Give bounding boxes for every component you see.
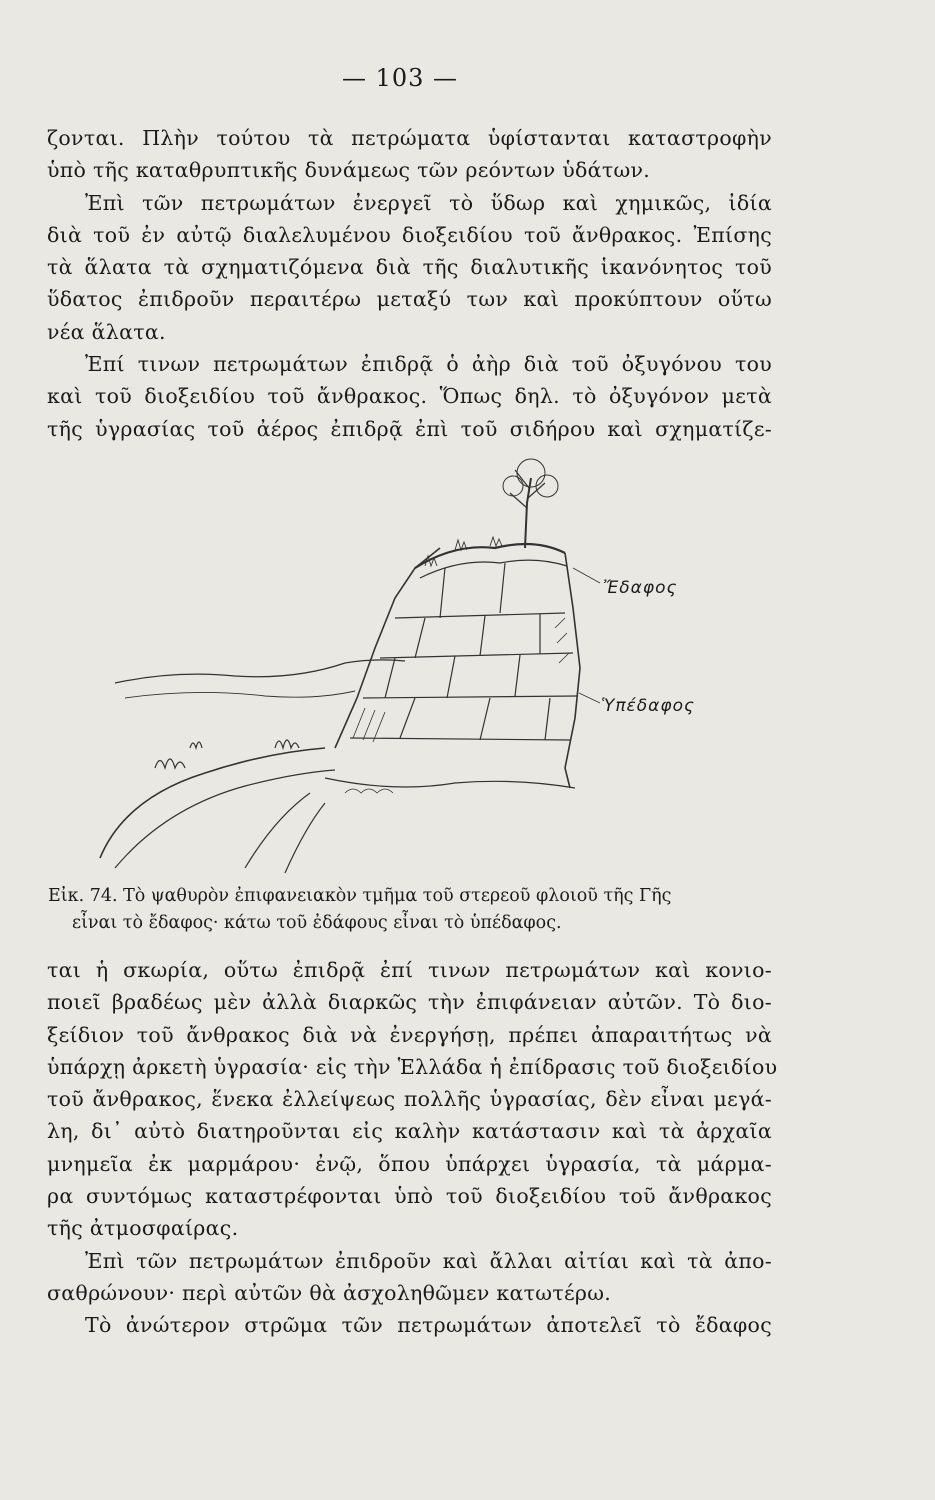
- text-line: ὕδατος ἐπιδροῦν περαιτέρω μεταξύ των καὶ προκύπτουν οὕτω: [47, 287, 772, 312]
- page-number: — 103 —: [341, 64, 459, 92]
- text-line: ὑπὸ τῆς καταθρυπτικῆς δυνάμεως τῶν ρεόντων ὑδάτων.: [47, 158, 651, 183]
- text-line: τὰ ἅλατα τὰ σχηματιζόμενα διὰ τῆς διαλυτικῆς ἱκανόνητος τοῦ: [47, 255, 772, 280]
- paragraph-bottom: [47, 954, 778, 1342]
- text-line: Ἐπὶ τῶν πετρωμάτων ἐνεργεῖ τὸ ὕδωρ καὶ χημικῶς, ἰδία: [85, 190, 772, 215]
- text-line: διὰ τοῦ ἐν αὐτῷ διαλελυμένου διοξειδίου τοῦ ἄνθρακος. Ἐπίσης: [47, 222, 772, 247]
- caption-line: εἶναι τὸ ἔδαφος· κάτω τοῦ ἐδάφους εἶναι τὸ ὑπέδαφος.: [72, 913, 562, 933]
- text-line: Ἐπί τινων πετρωμάτων ἐπιδρᾷ ὁ ἀὴρ διὰ τοῦ ὀξυγόνου του: [85, 352, 772, 377]
- text-line: ξείδιον τοῦ ἄνθρακος διὰ νὰ ἐνεργήσῃ, πρέπει ἀπαραιτήτως νὰ: [47, 1022, 772, 1047]
- label-soil: Ἔδαφος: [603, 578, 678, 598]
- text-line: τοῦ ἄνθρακος, ἕνεκα ἐλλείψεως πολλῆς ὑγρασίας, δὲν εἶναι μεγά-: [47, 1087, 772, 1112]
- text-line: ὑπάρχῃ ἀρκετὴ ὑγρασία· εἰς τὴν Ἑλλάδα ἡ ἐπίδρασις τοῦ διοξειδίου: [47, 1054, 778, 1079]
- text-line: σαθρώνουν· περὶ αὐτῶν θὰ ἀσχοληθῶμεν κατωτέρω.: [47, 1280, 612, 1305]
- text-line: νέα ἅλατα.: [47, 319, 166, 344]
- figure-caption: [48, 883, 768, 937]
- text-line: μνημεῖα ἐκ μαρμάρου· ἐνῷ, ὅπου ὑπάρχει ὑγρασία, τὰ μάρμα-: [47, 1151, 772, 1176]
- text-line: λη, δι᾽ αὐτὸ διατηροῦνται εἰς καλὴν κατάστασιν καὶ τὰ ἀρχαῖα: [47, 1119, 772, 1144]
- text-line: καὶ τοῦ διοξειδίου τοῦ ἄνθρακος. Ὅπως δηλ. τὸ ὀξυγόνον μετὰ: [47, 384, 772, 409]
- text-line: τῆς ὑγρασίας τοῦ ἀέρος ἐπιδρᾷ ἐπὶ τοῦ σιδήρου καὶ σχηματίζε-: [47, 416, 772, 441]
- label-subsoil: Ὑπέδαφος: [601, 696, 695, 716]
- text-line: ποιεῖ βραδέως μὲν ἀλλὰ διαρκῶς τὴν ἐπιφάνειαν αὐτῶν. Τὸ διο-: [47, 990, 772, 1015]
- text-line: τῆς ἀτμοσφαίρας.: [47, 1216, 239, 1241]
- caption-line: Εἰκ. 74. Τὸ ψαθυρὸν ἐπιφανειακὸν τμῆμα τοῦ στερεοῦ φλοιοῦ τῆς Γῆς: [48, 886, 672, 906]
- paragraph-top: [47, 122, 772, 445]
- text-line: ζονται. Πλὴν τούτου τὰ πετρώματα ὑφίστανται καταστροφὴν: [47, 126, 772, 150]
- text-line: Ἐπὶ τῶν πετρωμάτων ἐπιδροῦν καὶ ἄλλαι αἰτίαι καὶ τὰ ἀπο-: [85, 1248, 772, 1273]
- text-line: Τὸ ἀνώτερον στρῶμα τῶν πετρωμάτων ἀποτελεῖ τὸ ἔδαφος: [85, 1313, 772, 1338]
- soil-cliff-drawing: [95, 448, 695, 880]
- figure-soil-illustration: [95, 448, 695, 880]
- text-line: ρα συντόμως καταστρέφονται ὑπὸ τοῦ διοξειδίου τοῦ ἄνθρακος: [47, 1184, 772, 1209]
- text-line: ται ἡ σκωρία, οὕτω ἐπιδρᾷ ἐπί τινων πετρωμάτων καὶ κονιο-: [47, 958, 772, 982]
